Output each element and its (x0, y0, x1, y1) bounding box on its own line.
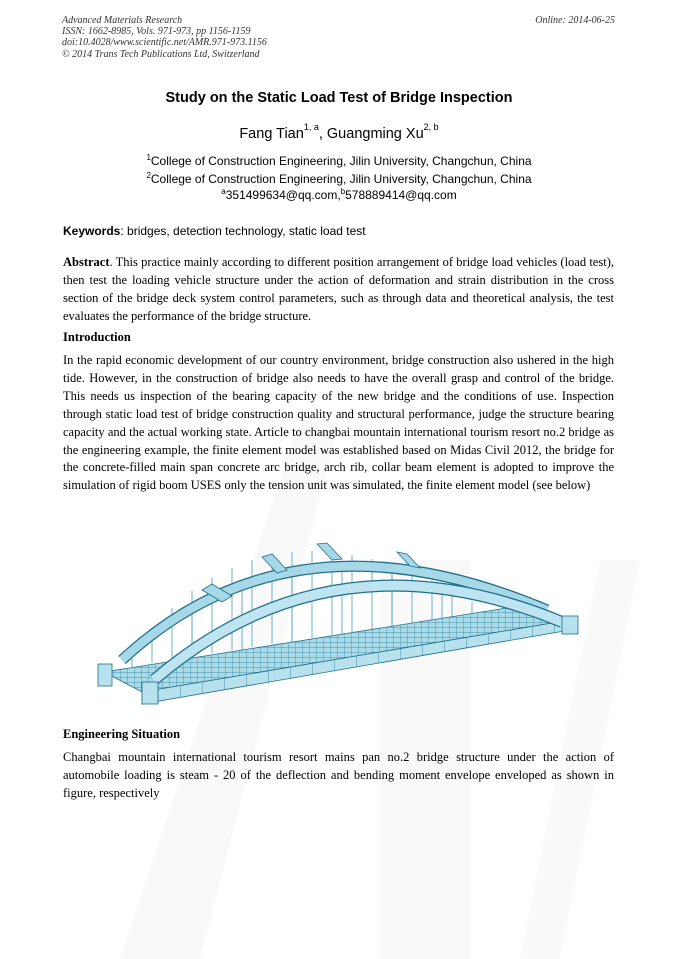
affiliation-1 (0, 153, 678, 168)
online-date: Online: 2014-06-25 (535, 15, 615, 26)
introduction-heading: Introduction (63, 330, 131, 344)
abutment-right (562, 616, 578, 634)
author-superscript: 2, b (423, 122, 439, 132)
engineering-heading: Engineering Situation (63, 727, 181, 741)
keywords (63, 224, 366, 238)
journal-name: Advanced Materials Research (62, 15, 183, 26)
abstract-paragraph (63, 254, 614, 326)
journal-header (62, 15, 267, 60)
keywords-text: : bridges, detection technology, static load test (120, 224, 366, 238)
author-name: Guangming Xu (326, 125, 424, 142)
paper-title: Study on the Static Load Test of Bridge Inspection (165, 90, 513, 106)
email-superscript: a (221, 187, 226, 196)
engineering-paragraph: Changbai mountain international tourism resort mains pan no.2 bridge structure under the action of automobile loading is steam - 20 of the deflection and bending moment envelope enveloped as shown in figure, respectively (63, 750, 614, 800)
affiliation-superscript: 2 (146, 171, 151, 180)
keywords-label: Keywords (63, 224, 121, 238)
journal-doi: doi:10.4028/www.scientific.net/AMR.971-973.1156 (62, 37, 267, 49)
bridge-fe-model-figure (92, 532, 582, 712)
author-separator: , (318, 125, 327, 142)
email-b[interactable]: 578889414@qq.com (345, 188, 457, 202)
affiliation-superscript: 1 (146, 153, 151, 162)
author-list (0, 124, 678, 142)
affiliation-text: College of Construction Engineering, Jilin University, Changchun, China (150, 172, 532, 186)
abutment-left (98, 664, 112, 686)
email-superscript: b (340, 187, 346, 196)
introduction-paragraph: In the rapid economic development of our country environment, bridge construction also ushered in the high tide. However, in the construction of bridge also needs to have the overall grasp and control of the bridge. This needs us inspection of the bearing capacity of the new bridge and the conditions of use. Inspection through static load test of bridge construction quality and structural performance, judge the structure bearing capacity and the actual working state. Article to changbai mountain international tourism resort no.2 bridge as the engineering example, the finite element model was established based on Midas Civil 2012, the bridge for the concrete-filled main span concrete arc bridge, arch rib, collar beam element is adopted to improve the simulation of rigid boom USES only the tension unit was simulated, the finite element model (see below) (63, 353, 614, 493)
author-superscript: 1, a (303, 122, 319, 132)
author-name: Fang Tian (239, 125, 304, 142)
journal-issn: ISSN: 1662-8985, Vols. 971-973, pp 1156-1159 (62, 26, 251, 38)
affiliation-2 (0, 171, 678, 186)
affiliation-text: College of Construction Engineering, Jilin University, Changchun, China (150, 154, 532, 168)
email-a[interactable]: 351499634@qq.com, (225, 188, 341, 202)
author-emails (0, 187, 678, 202)
abstract-text: . This practice mainly according to different position arrangement of bridge load vehicles (load test), then test the loading vehicle structure under the action of deformation and strain distribution in the cross section of the bridge deck system control parameters, such as through data and theoretical analysis, the test evaluates the performance of the bridge structure. (63, 255, 614, 323)
journal-copyright: © 2014 Trans Tech Publications Ltd, Switzerland (62, 48, 260, 60)
abstract-label: Abstract (63, 255, 110, 269)
abutment-left-front (142, 682, 158, 704)
